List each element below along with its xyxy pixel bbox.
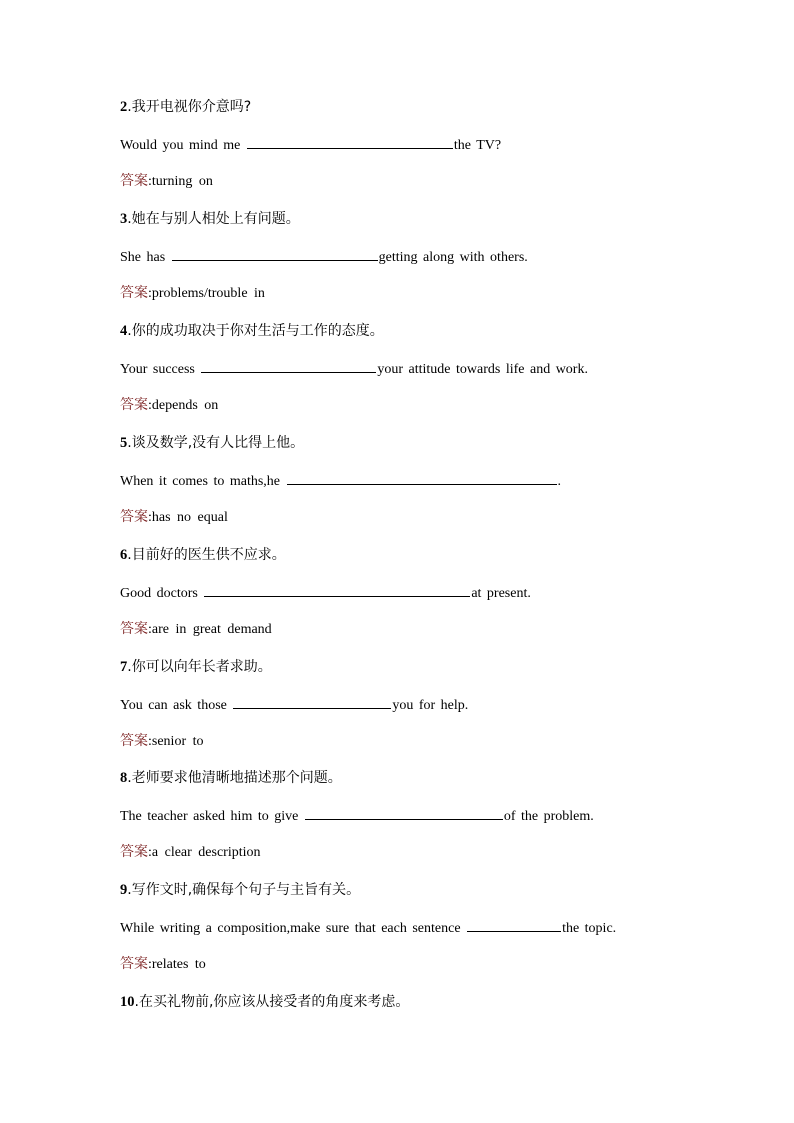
question-7-answer: 答案:senior to	[120, 733, 204, 749]
question-8-prompt: 8.老师要求他清晰地描述那个问题。	[120, 770, 342, 786]
question-2-answer: 答案:turning on	[120, 173, 213, 189]
question-10-prompt: 10.在买礼物前,你应该从接受者的角度来考虑。	[120, 994, 410, 1010]
question-6-answer: 答案:are in great demand	[120, 621, 272, 637]
answer-blank[interactable]	[287, 471, 557, 485]
question-4-sentence: Your success your attitude towards life and work.	[120, 359, 588, 379]
question-7-prompt: 7.你可以向年长者求助。	[120, 659, 272, 675]
question-3-prompt: 3.她在与别人相处上有问题。	[120, 211, 300, 227]
question-9-prompt: 9.写作文时,确保每个句子与主旨有关。	[120, 882, 361, 898]
question-8-answer: 答案:a clear description	[120, 844, 261, 860]
question-5-prompt: 5.谈及数学,没有人比得上他。	[120, 435, 305, 451]
answer-blank[interactable]	[247, 135, 453, 149]
question-4-prompt: 4.你的成功取决于你对生活与工作的态度。	[120, 323, 384, 339]
question-5-sentence: When it comes to maths,he .	[120, 471, 561, 491]
question-2-prompt: 2.我开电视你介意吗?	[120, 99, 252, 115]
answer-blank[interactable]	[305, 806, 503, 820]
question-9-answer: 答案:relates to	[120, 956, 206, 972]
question-3-sentence: She has getting along with others.	[120, 247, 528, 267]
question-3-answer: 答案:problems/trouble in	[120, 285, 265, 301]
answer-blank[interactable]	[201, 359, 376, 373]
question-5-answer: 答案:has no equal	[120, 509, 228, 525]
answer-blank[interactable]	[204, 583, 470, 597]
answer-blank[interactable]	[467, 918, 561, 932]
question-9-sentence: While writing a composition,make sure that each sentence the topic.	[120, 918, 616, 938]
question-2-sentence: Would you mind me the TV?	[120, 135, 501, 155]
question-7-sentence: You can ask those you for help.	[120, 695, 468, 715]
question-8-sentence: The teacher asked him to give of the problem.	[120, 806, 594, 826]
question-4-answer: 答案:depends on	[120, 397, 219, 413]
question-6-sentence: Good doctors at present.	[120, 583, 531, 603]
answer-blank[interactable]	[233, 695, 391, 709]
answer-blank[interactable]	[172, 247, 378, 261]
question-6-prompt: 6.目前好的医生供不应求。	[120, 547, 286, 563]
